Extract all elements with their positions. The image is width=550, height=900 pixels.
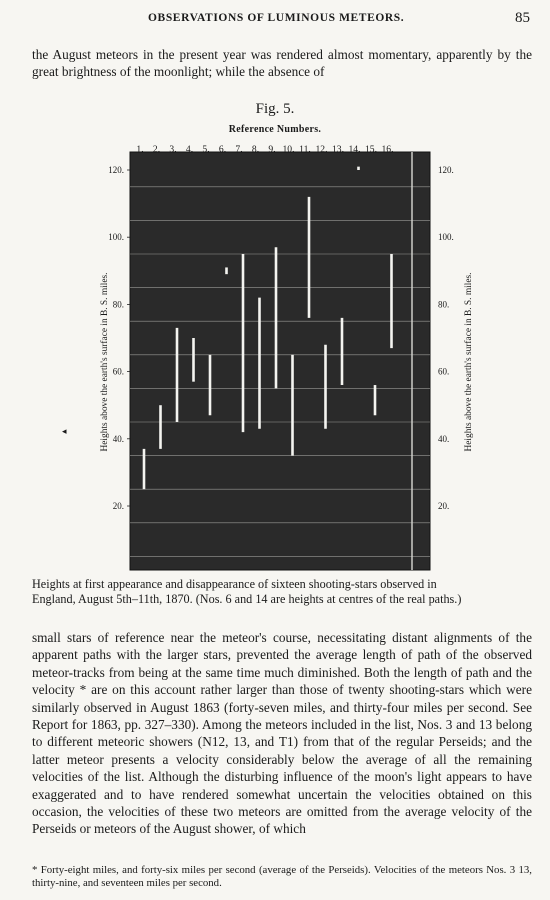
left-tick-label: 120. [108, 165, 124, 175]
reference-number-label: 4. [185, 144, 194, 155]
reference-number-label: 14. [348, 144, 361, 155]
left-tick-label: 80. [112, 299, 124, 310]
figure-label: Fig. 5. [255, 101, 295, 117]
y-axis-label-right: Heights above the earth's surface in B. S. miles. [464, 272, 474, 452]
paragraph-top: the August meteors in the present year was rendered almost momentary, apparently by the great brightness of the moonlight; while the absence of [32, 47, 532, 80]
right-tick-label: 20. [438, 501, 450, 511]
reference-number-label: 13. [332, 144, 344, 155]
caption-line-2: England, August 5th–11th, 1870. (Nos. 6 and 14 are heights at centres of the real paths.) [32, 592, 462, 606]
reference-number-label: 9. [268, 144, 276, 155]
reference-number-label: 7. [235, 144, 243, 155]
reference-number-label: 2. [152, 144, 161, 155]
paragraph-main: small stars of reference near the meteor's course, necessitating distant alignments of the apparent paths with the larger stars, prevented the average length of path of the observed meteor-tracks from being at the same time much diminished. Both the length of path and the velocity * are on this account rather larger than those of twenty shooting-stars which were similarly observed in August 1863 (forty-seven miles, and thirty-four miles per second. See Report for 1863, pp. 327–330). Among the meteors included in the list, Nos. 3 and 13 belong to different meteoric showers (N12, 13, and T1) from that of the regular Perseids; and the latter meteor presents a velocity considerably below the average of all the remaining velocities of the list. Although the disturbing influence of the moon's light appears to have exaggerated and to have rendered somewhat uncertain the velocities obtained on this occasion, the velocities of these two meteors are omitted from the average velocity of the Perseids or meteors of the August shower, of which [32, 630, 532, 837]
reference-numbers-title: Reference Numbers. [228, 124, 322, 135]
reference-number-label: 16. [381, 144, 394, 155]
reference-number-label: 3. [169, 144, 177, 155]
reference-number-label: 15. [365, 144, 377, 155]
reference-number-label: 6. [218, 144, 227, 155]
reference-number-label: 1. [136, 144, 144, 155]
plot-area [130, 152, 430, 570]
right-tick-label: 120. [438, 165, 454, 175]
left-tick-label: 100. [108, 232, 124, 243]
margin-mark: ◂ [62, 426, 67, 436]
right-tick-label: 40. [438, 433, 450, 444]
left-tick-label: 20. [112, 501, 124, 511]
right-tick-label: 100. [438, 232, 454, 243]
right-tick-label: 60. [438, 366, 450, 377]
reference-number-label: 10. [282, 144, 295, 155]
y-axis-label-left: Heights above the earth's surface in B. S. miles. [100, 272, 110, 452]
reference-number-label: 5. [202, 144, 210, 155]
running-title: OBSERVATIONS OF LUMINOUS METEORS. [148, 12, 405, 24]
caption-line-1: Heights at first appearance and disappearance of sixteen shooting-stars observed in [32, 577, 437, 591]
left-tick-label: 40. [112, 433, 124, 444]
page-number: 85 [515, 10, 530, 26]
right-tick-label: 80. [438, 299, 450, 310]
reference-number-label: 11. [299, 144, 311, 155]
reference-number-label: 8. [251, 144, 260, 155]
footnote: * Forty-eight miles, and forty-six miles per second (average of the Perseids). Velocities of the meteors Nos. 3 13, thirty-nine, and seventeen miles per second. [32, 864, 532, 890]
reference-number-label: 12. [315, 144, 328, 155]
figure-caption [32, 577, 532, 607]
left-tick-label: 60. [112, 366, 124, 377]
